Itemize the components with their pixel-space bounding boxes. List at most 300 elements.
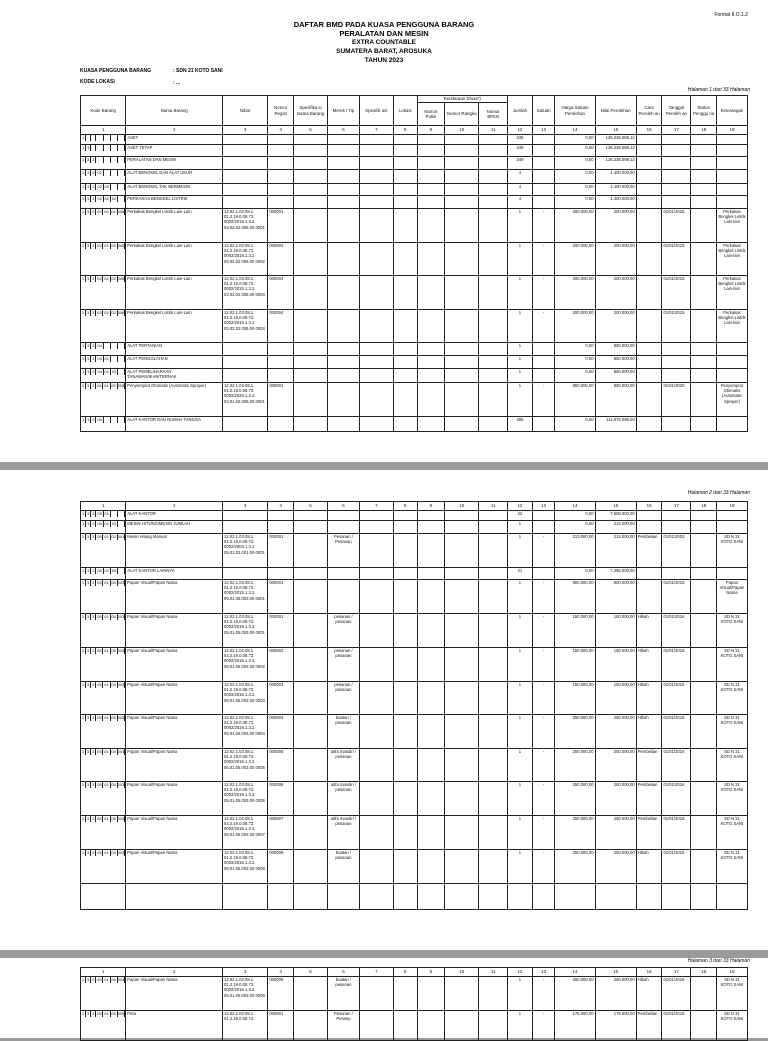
column-number: 4 (268, 968, 294, 977)
kode-segment: 02 (97, 310, 102, 315)
nama-barang: Penyemprot Otomatis (Automatic Sprayer) (126, 383, 223, 417)
kode-segment (118, 135, 125, 141)
kode-segments (81, 1011, 125, 1017)
column-number: 17 (662, 502, 691, 511)
nomor-bpkb (479, 383, 508, 417)
keterangan: SD N 21 KOTO SANI (716, 1011, 747, 1041)
kode-segment: 1 (81, 511, 85, 516)
harga-satuan: 0,00 (555, 170, 595, 184)
kode-segment (104, 145, 111, 151)
nomor-register (268, 356, 294, 369)
spesifikasi-nama (294, 648, 328, 682)
kode-segments (81, 749, 125, 755)
empty-cell (508, 884, 533, 910)
nomor-register (268, 184, 294, 196)
kode-segment: 01 (104, 614, 109, 619)
nibar: 12.02.1.03.08.1. 01.2.19.0.08.73. 0002/2003.1.3.2. 05.01.02.001.00 0001 (223, 534, 268, 568)
kode-segment: 1 (81, 648, 85, 653)
spesifikasi-nama (294, 511, 328, 521)
status-pengguna (691, 715, 717, 749)
kode-barang-cell (81, 157, 126, 170)
kode-segment: 02 (104, 310, 109, 315)
column-number: 14 (555, 126, 595, 135)
empty-cell (595, 884, 636, 910)
kode-segments (81, 816, 125, 822)
nilai-perolehan: 200.000,00 (595, 310, 636, 343)
nama-barang: Papan Visual/Papan Nama (126, 580, 223, 614)
column-number: 13 (532, 968, 555, 977)
nomor-polisi (417, 580, 445, 614)
nomor-register (268, 145, 294, 157)
kode-segment: 003 (117, 850, 125, 855)
nomor-polisi (417, 417, 445, 432)
tanggal-perolehan: 01/01/2015 (662, 276, 691, 310)
kode-segment: 003 (117, 614, 125, 619)
lokasi (393, 417, 417, 432)
nomor-bpkb (479, 1011, 508, 1041)
status-pengguna (691, 417, 717, 432)
nomor-bpkb (479, 276, 508, 310)
merek-tipe (327, 356, 359, 369)
kode-segment: 05 (97, 614, 102, 619)
header-ket: Keterangan (716, 96, 747, 126)
spesifikasi-nama (294, 580, 328, 614)
header-kode: Kode Barang (81, 96, 126, 126)
satuan: - (532, 816, 555, 850)
tanggal-perolehan: 01/01/2016 (662, 1011, 691, 1041)
keterangan (716, 521, 747, 534)
empty-cell (445, 884, 479, 910)
column-number: 4 (268, 502, 294, 511)
satuan: - (532, 715, 555, 749)
kode-barang-cell (81, 648, 126, 682)
merek-tipe (327, 343, 359, 356)
kode-segment: 3 (87, 145, 90, 150)
nomor-rangka (445, 243, 479, 276)
jumlah: 1 (508, 356, 533, 369)
merek-tipe: pesanan / pesanan (327, 648, 359, 682)
tanggal-perolehan: 01/01/2016 (662, 977, 691, 1011)
status-pengguna (691, 157, 717, 170)
kode-segment: 2 (92, 977, 95, 982)
harga-satuan: 250.000,00 (555, 749, 595, 782)
nomor-rangka (445, 977, 479, 1011)
status-pengguna (691, 209, 717, 243)
nibar: 12.02.1.03.08.1. 01.2.19.0.08.73. 0002/2016.1.3.2. 05.01.05.003.00 0006 (223, 782, 268, 816)
table-row (81, 135, 748, 145)
nilai-perolehan: 126.236.099,12 (595, 145, 636, 157)
jumlah: 1 (508, 310, 533, 343)
empty-cell (662, 884, 691, 910)
harga-satuan: 0,00 (555, 196, 595, 209)
cara-perolehan (636, 417, 662, 432)
cara-perolehan (636, 209, 662, 243)
lokasi (393, 614, 417, 648)
satuan (532, 356, 555, 369)
nilai-perolehan: 850.000,00 (595, 383, 636, 417)
nomor-rangka (445, 417, 479, 432)
kode-segments (81, 276, 125, 282)
column-number: 4 (268, 126, 294, 135)
nomor-rangka (445, 369, 479, 383)
keterangan (716, 417, 747, 432)
keterangan (716, 511, 747, 521)
cara-perolehan (636, 521, 662, 534)
header-spesifikasi: Spesifik asi (359, 96, 393, 126)
empty-cell (81, 884, 126, 910)
nomor-register (268, 417, 294, 432)
merek-tipe (327, 417, 359, 432)
kode-segment: 1 (81, 383, 85, 388)
nomor-polisi (417, 715, 445, 749)
nomor-rangka (445, 184, 479, 196)
kode-segment: 2 (92, 209, 95, 214)
document-page-1 (0, 0, 768, 462)
nomor-polisi (417, 310, 445, 343)
kode-segment: 1 (81, 782, 85, 787)
nomor-polisi (417, 534, 445, 568)
nomor-bpkb (479, 209, 508, 243)
tanggal-perolehan: 01/01/2016 (662, 682, 691, 715)
kode-segment: 3 (87, 170, 90, 175)
title-line-1: DAFTAR BMD PADA KUASA PENGGUNA BARANG (293, 20, 475, 29)
kode-segment: 3 (87, 521, 90, 526)
lokasi (393, 343, 417, 356)
status-pengguna (691, 145, 717, 157)
kode-segment: 05 (97, 648, 102, 653)
merek-tipe: Pesanan / Pesanan (327, 534, 359, 568)
kode-segment: 2 (92, 511, 95, 516)
kode-segment: 006 (117, 310, 125, 315)
kode-segment: 2 (92, 648, 95, 653)
nilai-perolehan: 200.000,00 (595, 209, 636, 243)
lokasi (393, 383, 417, 417)
nibar (223, 369, 268, 383)
harga-satuan: 0,00 (555, 568, 595, 580)
nomor-register: 000001 (268, 614, 294, 648)
harga-satuan: 200.000,00 (555, 276, 595, 310)
document-page-2 (0, 470, 768, 950)
harga-satuan: 0,00 (555, 511, 595, 521)
nomor-polisi (417, 682, 445, 715)
nomor-polisi (417, 135, 445, 145)
tanggal-perolehan (662, 157, 691, 170)
kode-segment: 05 (97, 782, 102, 787)
table-row (81, 850, 748, 884)
nomor-polisi (417, 170, 445, 184)
nomor-polisi (417, 782, 445, 816)
nama-barang: ALAT BENGKEL DAN ALAT UKUR (126, 170, 223, 184)
tanggal-perolehan: 01/01/2003 (662, 534, 691, 568)
status-pengguna (691, 521, 717, 534)
kode-segment: 3 (87, 196, 90, 201)
tanggal-perolehan (662, 170, 691, 184)
spesifikasi (359, 816, 393, 850)
nomor-rangka (445, 749, 479, 782)
kode-segment (104, 343, 111, 349)
kode-segment: 05 (97, 521, 102, 526)
harga-satuan: 0,00 (555, 184, 595, 196)
empty-cell (555, 884, 595, 910)
lokasi (393, 568, 417, 580)
column-number: 10 (445, 126, 479, 135)
jumlah: 1 (508, 850, 533, 884)
kode-barang-cell (81, 580, 126, 614)
merek-tipe: pesanan / pesanan (327, 614, 359, 648)
empty-cell (417, 884, 445, 910)
empty-cell (532, 884, 555, 910)
nomor-bpkb (479, 184, 508, 196)
column-number: 2 (126, 126, 223, 135)
nomor-rangka (445, 782, 479, 816)
status-pengguna (691, 1011, 717, 1041)
jumlah: 1 (508, 648, 533, 682)
header-merek: Merek / Tip (327, 96, 359, 126)
satuan (532, 170, 555, 184)
kode-segments (81, 580, 125, 586)
kode-segment: 3 (87, 356, 90, 361)
kode-segment: 01 (104, 816, 109, 821)
satuan: - (532, 243, 555, 276)
nilai-perolehan: 850.000,00 (595, 369, 636, 383)
keterangan: SD N 21 KOTO SANI (716, 749, 747, 782)
satuan (532, 568, 555, 580)
table-row (81, 417, 748, 432)
cara-perolehan (636, 170, 662, 184)
kode-barang-cell (81, 196, 126, 209)
nomor-register: 000003 (268, 682, 294, 715)
kode-segment: 1 (81, 682, 85, 687)
kode-segment: 05 (111, 568, 117, 573)
merek-tipe (327, 196, 359, 209)
empty-cell (393, 884, 417, 910)
harga-satuan: 0,00 (555, 145, 595, 157)
satuan (532, 521, 555, 534)
merek-tipe (327, 580, 359, 614)
nomor-bpkb (479, 682, 508, 715)
table-row (81, 977, 748, 1011)
kode-segment (104, 417, 111, 423)
status-pengguna (691, 648, 717, 682)
kode-segment: 1 (81, 276, 85, 281)
nomor-register: 000001 (268, 1011, 294, 1041)
kode-segments (81, 648, 125, 654)
kode-segment: 1 (81, 343, 85, 348)
column-number: 16 (636, 502, 662, 511)
kode-segment: 1 (81, 534, 85, 539)
nomor-rangka (445, 196, 479, 209)
spesifikasi-nama (294, 782, 328, 816)
column-number: 14 (555, 968, 595, 977)
kode-segment: 02 (104, 184, 109, 189)
nomor-bpkb (479, 580, 508, 614)
spesifikasi-nama (294, 417, 328, 432)
spesifikasi (359, 682, 393, 715)
nomor-bpkb (479, 648, 508, 682)
kode-segments (81, 715, 125, 721)
keterangan: SD N 21 KOTO SANI (716, 850, 747, 884)
kode-segments (81, 310, 125, 316)
kode-segment: 1 (81, 157, 85, 162)
merek-tipe (327, 511, 359, 521)
column-number: 18 (691, 502, 717, 511)
header-row (81, 96, 748, 103)
merek-tipe (327, 209, 359, 243)
nibar: 12.02.1.03.08.1. 01.2.19.0.08.73. 0002/2016.1.3.2. 05.01.05.003.00 0002 (223, 648, 268, 682)
column-number: 11 (479, 968, 508, 977)
merek-tipe (327, 184, 359, 196)
harga-satuan: 900.000,00 (555, 580, 595, 614)
kode-segment: 01 (104, 580, 109, 585)
table-row (81, 749, 748, 782)
kode-segment: 003 (117, 682, 125, 687)
kode-segment: 1 (81, 521, 85, 526)
kode-segment: 2 (92, 170, 95, 175)
jumlah: 349 (508, 135, 533, 145)
jumlah: 4 (508, 196, 533, 209)
nilai-perolehan: 213.000,00 (595, 534, 636, 568)
keterangan (716, 196, 747, 209)
table-row (81, 343, 748, 356)
kode-segment: 01 (104, 568, 109, 573)
keterangan (716, 184, 747, 196)
kode-segments (81, 369, 125, 375)
cara-perolehan (636, 196, 662, 209)
satuan (532, 145, 555, 157)
nibar: 12.02.1.03.08.1. 01.2.19.0.08.73. 0002/2016.1.3.2. 05.01.05.003.00 0008 (223, 850, 268, 884)
kode-segment (111, 417, 118, 423)
lokasi-value: : ... (173, 80, 181, 86)
kode-segment (118, 170, 125, 176)
status-pengguna (691, 977, 717, 1011)
status-pengguna (691, 749, 717, 782)
nomor-polisi (417, 511, 445, 521)
spesifikasi (359, 511, 393, 521)
kode-segment: 2 (92, 614, 95, 619)
nama-barang: ALAT BENGKEL TAK BERMESIN (126, 184, 223, 196)
kode-segment: 05 (97, 715, 102, 720)
harga-satuan: 250.000,00 (555, 977, 595, 1011)
table-row (81, 383, 748, 417)
kode-segment: 3 (87, 534, 90, 539)
jumlah: 1 (508, 1011, 533, 1041)
nama-barang: MESIN HITUNG/MESIN JUMLAH (126, 521, 223, 534)
status-pengguna (691, 196, 717, 209)
kode-segments (81, 209, 125, 215)
kode-barang-cell (81, 184, 126, 196)
kode-segment: 2 (92, 580, 95, 585)
lokasi (393, 135, 417, 145)
tanggal-perolehan: 01/01/2020 (662, 383, 691, 417)
satuan: - (532, 209, 555, 243)
tanggal-perolehan (662, 356, 691, 369)
kode-segment: 01 (104, 383, 109, 388)
nibar (223, 521, 268, 534)
page-label: Halaman 1 dari 33 Halaman (687, 87, 750, 93)
kode-segment: 05 (97, 977, 102, 982)
nilai-perolehan: 175.000,00 (595, 1011, 636, 1041)
satuan: - (532, 850, 555, 884)
spesifikasi-nama (294, 1011, 328, 1041)
kode-segment: 02 (111, 209, 116, 214)
jumlah: 4 (508, 184, 533, 196)
kode-segment: 003 (117, 749, 125, 754)
kode-segment: 1 (81, 580, 85, 585)
kode-segment: 01 (104, 511, 109, 516)
cara-perolehan: Hibah (636, 648, 662, 682)
lokasi (393, 977, 417, 1011)
table-row (81, 782, 748, 816)
satuan: - (532, 1011, 555, 1041)
column-number: 19 (716, 126, 747, 135)
kode-segment: 3 (87, 184, 90, 189)
table-row (81, 682, 748, 715)
column-number-row (81, 502, 748, 511)
kode-segment: 3 (87, 276, 90, 281)
nomor-register (268, 568, 294, 580)
kode-segment: 05 (111, 715, 116, 720)
kode-segment: 1 (81, 850, 85, 855)
nilai-perolehan: 850.000,00 (595, 356, 636, 369)
nilai-perolehan: 7.395.000,00 (595, 568, 636, 580)
keterangan: SD N 21 KOTO SANI (716, 977, 747, 1011)
nilai-perolehan: 250.000,00 (595, 850, 636, 884)
tanggal-perolehan (662, 184, 691, 196)
column-number: 17 (662, 126, 691, 135)
cara-perolehan: Hibah (636, 715, 662, 749)
cara-perolehan (636, 568, 662, 580)
kode-segments (81, 170, 125, 176)
nomor-bpkb (479, 614, 508, 648)
nomor-register: 000006 (268, 782, 294, 816)
kode-segment (118, 184, 125, 190)
spesifikasi (359, 850, 393, 884)
cara-perolehan (636, 276, 662, 310)
header-lokasi: Lokasi (393, 96, 417, 126)
spesifikasi-nama (294, 310, 328, 343)
kode-barang-cell (81, 511, 126, 521)
nomor-rangka (445, 816, 479, 850)
nomor-register (268, 369, 294, 383)
nomor-register: 000001 (268, 209, 294, 243)
kode-segment: 1 (81, 135, 85, 140)
kode-segments (81, 682, 125, 688)
kode-segment: 3 (87, 209, 90, 214)
kode-segment: 2 (92, 715, 95, 720)
nilai-perolehan: 126.236.099,12 (595, 135, 636, 145)
nama-barang: ALAT KANTOR DAN RUMAH TANGGA (126, 417, 223, 432)
nama-barang: Mesin Hitung Manual (126, 534, 223, 568)
column-number: 1 (81, 968, 126, 977)
keterangan: Perkakas Bengkel Listrik Lain-lain (716, 243, 747, 276)
column-number-row (81, 126, 748, 135)
nibar: 12.02.1.03.08.1. 01.2.19.0.08.73. 0002/2015.1.3.2. 03.02.02.006.00 0004 (223, 310, 268, 343)
nilai-perolehan: 250.000,00 (595, 977, 636, 1011)
column-number: 15 (595, 968, 636, 977)
nomor-bpkb (479, 369, 508, 383)
kode-segment: 3 (87, 383, 90, 388)
lokasi (393, 170, 417, 184)
nomor-bpkb (479, 850, 508, 884)
satuan: - (532, 534, 555, 568)
nomor-bpkb (479, 196, 508, 209)
status-pengguna (691, 310, 717, 343)
nama-barang: ALAT KANTOR LAINNYA (126, 568, 223, 580)
kode-segment: 3 (87, 782, 90, 787)
tanggal-perolehan (662, 145, 691, 157)
nibar (223, 135, 268, 145)
status-pengguna (691, 170, 717, 184)
